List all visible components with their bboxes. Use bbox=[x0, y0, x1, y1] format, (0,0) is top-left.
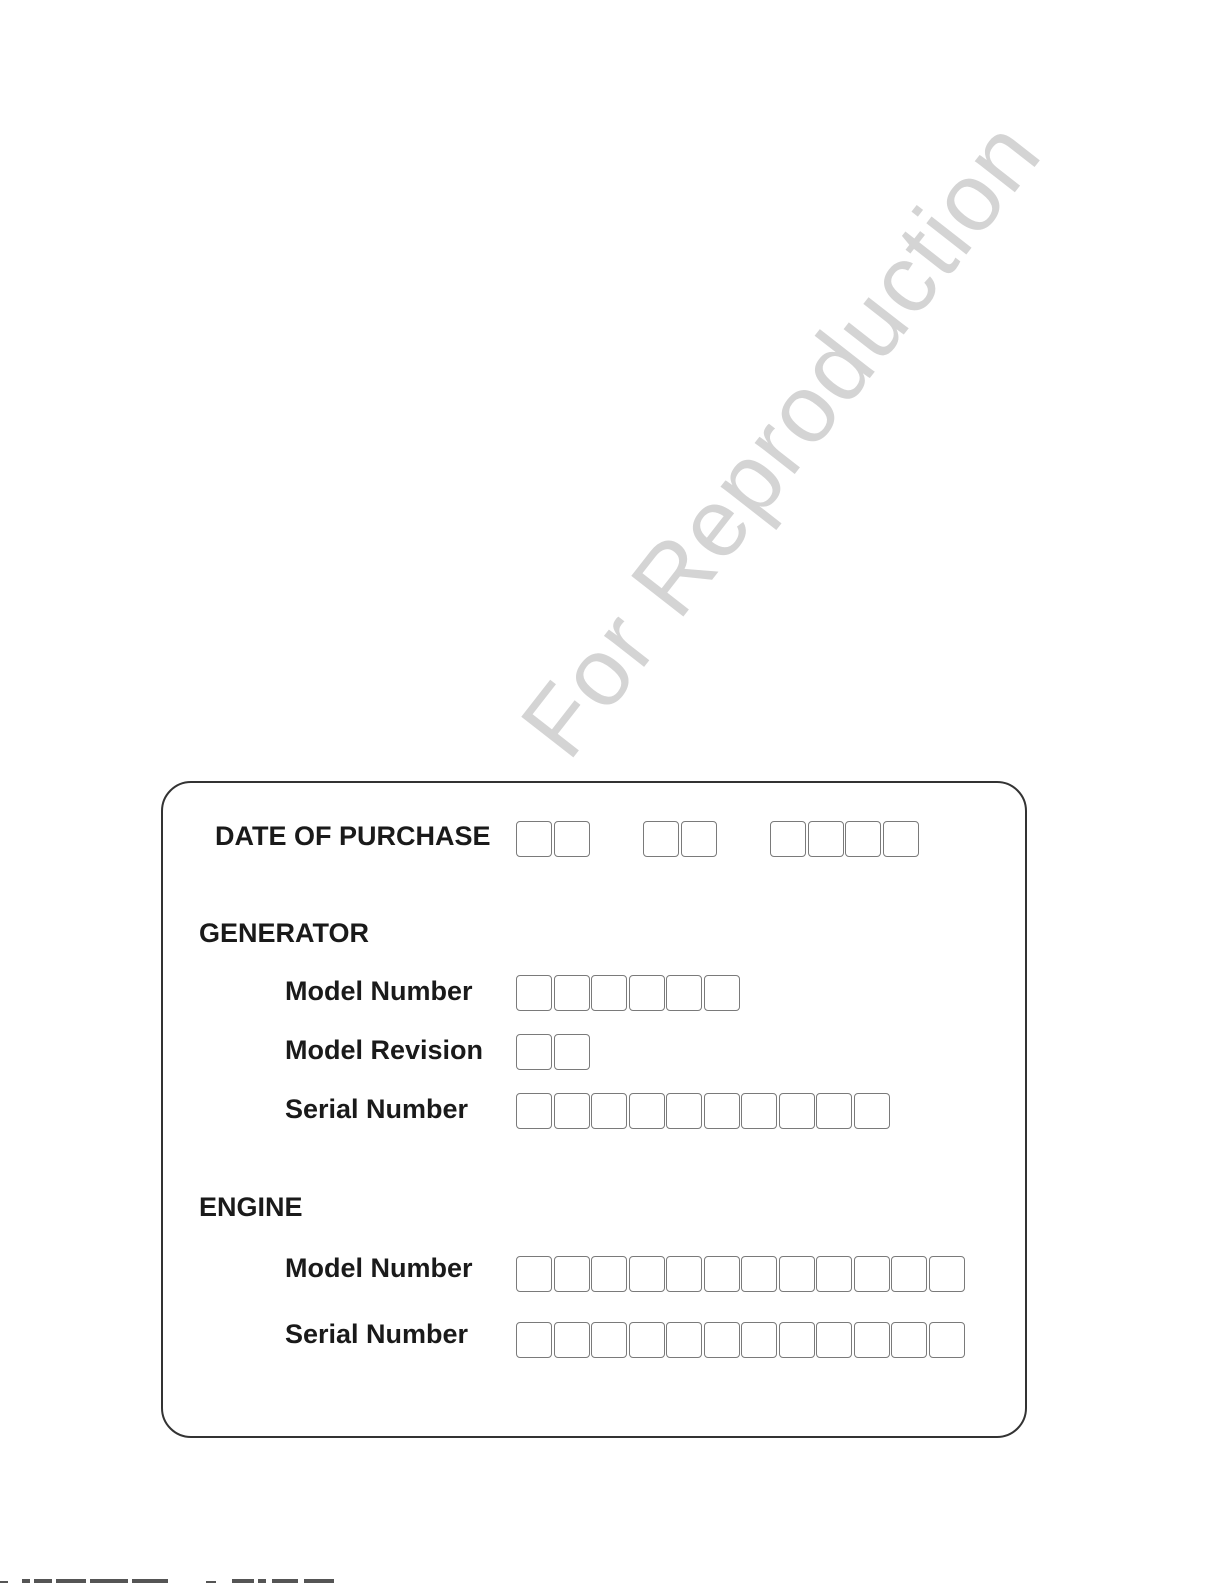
generator-serial-number-boxes[interactable] bbox=[516, 1093, 891, 1129]
date-year-digit-2[interactable] bbox=[808, 821, 844, 857]
engine-model-number-char-7[interactable] bbox=[741, 1256, 777, 1292]
generator-serial-number-char-4[interactable] bbox=[629, 1093, 665, 1129]
engine-serial-number-char-10[interactable] bbox=[854, 1322, 890, 1358]
generator-model-number-char-6[interactable] bbox=[704, 975, 740, 1011]
engine-model-number-char-12[interactable] bbox=[929, 1256, 965, 1292]
engine-serial-number-char-11[interactable] bbox=[891, 1322, 927, 1358]
engine-serial-number-char-12[interactable] bbox=[929, 1322, 965, 1358]
engine-serial-number-label: Serial Number bbox=[285, 1319, 469, 1349]
watermark-text: For Reproduction bbox=[500, 100, 1062, 777]
generator-serial-number-label: Serial Number bbox=[285, 1094, 469, 1124]
date-year-boxes[interactable] bbox=[770, 821, 920, 857]
date-day-boxes[interactable] bbox=[643, 821, 718, 857]
date-year-digit-3[interactable] bbox=[845, 821, 881, 857]
generator-model-revision-label: Model Revision bbox=[285, 1035, 484, 1065]
engine-model-number-char-4[interactable] bbox=[629, 1256, 665, 1292]
engine-model-number-char-9[interactable] bbox=[816, 1256, 852, 1292]
generator-serial-number-char-8[interactable] bbox=[779, 1093, 815, 1129]
engine-serial-number-char-5[interactable] bbox=[666, 1322, 702, 1358]
generator-model-revision-char-1[interactable] bbox=[516, 1034, 552, 1070]
date-of-purchase-label: DATE OF PURCHASE bbox=[215, 821, 491, 851]
engine-serial-number-char-8[interactable] bbox=[779, 1322, 815, 1358]
scan-marks bbox=[0, 1576, 400, 1585]
date-month-boxes[interactable] bbox=[516, 821, 591, 857]
generator-model-number-char-2[interactable] bbox=[554, 975, 590, 1011]
generator-model-number-char-3[interactable] bbox=[591, 975, 627, 1011]
engine-model-number-char-6[interactable] bbox=[704, 1256, 740, 1292]
engine-serial-number-char-3[interactable] bbox=[591, 1322, 627, 1358]
generator-model-revision-char-2[interactable] bbox=[554, 1034, 590, 1070]
generator-serial-number-char-3[interactable] bbox=[591, 1093, 627, 1129]
generator-serial-number-char-5[interactable] bbox=[666, 1093, 702, 1129]
engine-model-number-char-5[interactable] bbox=[666, 1256, 702, 1292]
generator-model-number-char-5[interactable] bbox=[666, 975, 702, 1011]
generator-heading: GENERATOR bbox=[199, 918, 370, 948]
engine-serial-number-char-7[interactable] bbox=[741, 1322, 777, 1358]
generator-serial-number-char-10[interactable] bbox=[854, 1093, 890, 1129]
engine-model-number-char-1[interactable] bbox=[516, 1256, 552, 1292]
generator-model-number-label: Model Number bbox=[285, 976, 473, 1006]
date-day-digit-2[interactable] bbox=[681, 821, 717, 857]
date-day-digit-1[interactable] bbox=[643, 821, 679, 857]
engine-serial-number-char-1[interactable] bbox=[516, 1322, 552, 1358]
engine-model-number-char-11[interactable] bbox=[891, 1256, 927, 1292]
date-month-digit-2[interactable] bbox=[554, 821, 590, 857]
engine-model-number-char-3[interactable] bbox=[591, 1256, 627, 1292]
generator-serial-number-char-7[interactable] bbox=[741, 1093, 777, 1129]
generator-model-number-char-1[interactable] bbox=[516, 975, 552, 1011]
date-month-digit-1[interactable] bbox=[516, 821, 552, 857]
engine-serial-number-char-4[interactable] bbox=[629, 1322, 665, 1358]
generator-serial-number-char-9[interactable] bbox=[816, 1093, 852, 1129]
date-year-digit-1[interactable] bbox=[770, 821, 806, 857]
engine-heading: ENGINE bbox=[199, 1192, 303, 1222]
engine-model-number-char-10[interactable] bbox=[854, 1256, 890, 1292]
generator-serial-number-char-1[interactable] bbox=[516, 1093, 552, 1129]
engine-serial-number-char-2[interactable] bbox=[554, 1322, 590, 1358]
generator-serial-number-char-2[interactable] bbox=[554, 1093, 590, 1129]
generator-model-number-char-4[interactable] bbox=[629, 975, 665, 1011]
engine-serial-number-boxes[interactable] bbox=[516, 1322, 966, 1358]
engine-model-number-char-2[interactable] bbox=[554, 1256, 590, 1292]
engine-model-number-label: Model Number bbox=[285, 1253, 473, 1283]
generator-model-revision-boxes[interactable] bbox=[516, 1034, 591, 1070]
engine-serial-number-char-6[interactable] bbox=[704, 1322, 740, 1358]
engine-model-number-boxes[interactable] bbox=[516, 1256, 966, 1292]
generator-model-number-boxes[interactable] bbox=[516, 975, 741, 1011]
generator-serial-number-char-6[interactable] bbox=[704, 1093, 740, 1129]
engine-model-number-char-8[interactable] bbox=[779, 1256, 815, 1292]
engine-serial-number-char-9[interactable] bbox=[816, 1322, 852, 1358]
date-year-digit-4[interactable] bbox=[883, 821, 919, 857]
